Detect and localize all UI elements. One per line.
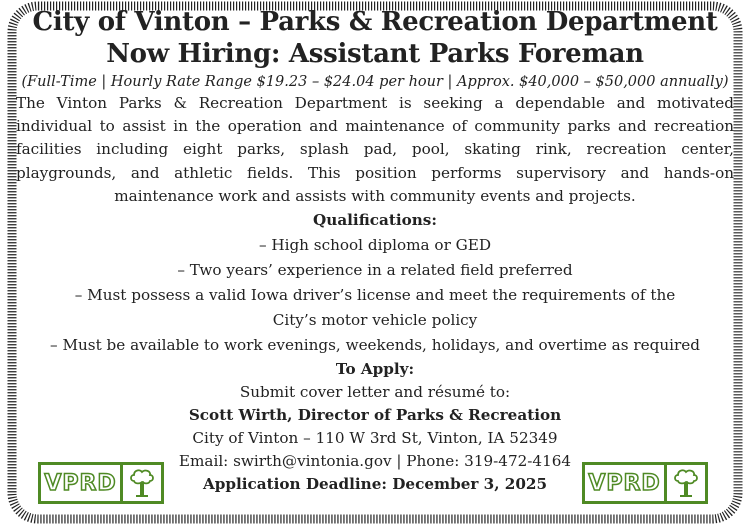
vprd-logo-left [38, 462, 164, 504]
job-ad [14, 6, 736, 496]
description: The Vinton Parks & Recreation Department is seeking a dependable and motivated individual to assist in the operation and maintenance of community parks and recreation facilities including eight parks, splash pad, pool, skating rink, recreation center, playgrounds, and athletic fields. This position performs supervisory and hands-on maintenance work and assists with community events and projects. [16, 94, 734, 205]
pay-range: (Full-Time | Hourly Rate Range $19.23 – $24.04 per hour | Approx. $40,000 – $50,000 annually) [21, 74, 729, 90]
qualification-item: – Two years’ experience in a related field preferred [177, 261, 573, 280]
apply-intro: Submit cover letter and résumé to: [239, 383, 511, 402]
job-title: Now Hiring: Assistant Parks Foreman [106, 39, 644, 69]
application-deadline: Application Deadline: December 3, 2025 [202, 475, 548, 494]
tree-icon [667, 465, 705, 501]
qualification-item: – Must possess a valid Iowa driver’s license and meet the requirements of the City’s motor vehicle policy [74, 286, 676, 330]
logo-text: VPRD [41, 465, 123, 501]
vprd-logo-right [582, 462, 708, 504]
contact-address: City of Vinton – 110 W 3rd St, Vinton, IA 52349 [192, 429, 558, 448]
contact-name: Scott Wirth, Director of Parks & Recreation [188, 406, 562, 425]
contact-email-phone: Email: swirth@vintonia.gov | Phone: 319-472-4164 [178, 452, 572, 471]
qualification-item: – High school diploma or GED [258, 236, 492, 255]
ad-title: City of Vinton – Parks & Recreation Department [32, 7, 718, 37]
apply-heading: To Apply: [335, 360, 415, 379]
qualifications-heading: Qualifications: [313, 211, 437, 230]
logo-text: VPRD [585, 465, 667, 501]
tree-icon [123, 465, 161, 501]
qualification-item: – Must be available to work evenings, weekends, holidays, and overtime as required [50, 336, 700, 355]
